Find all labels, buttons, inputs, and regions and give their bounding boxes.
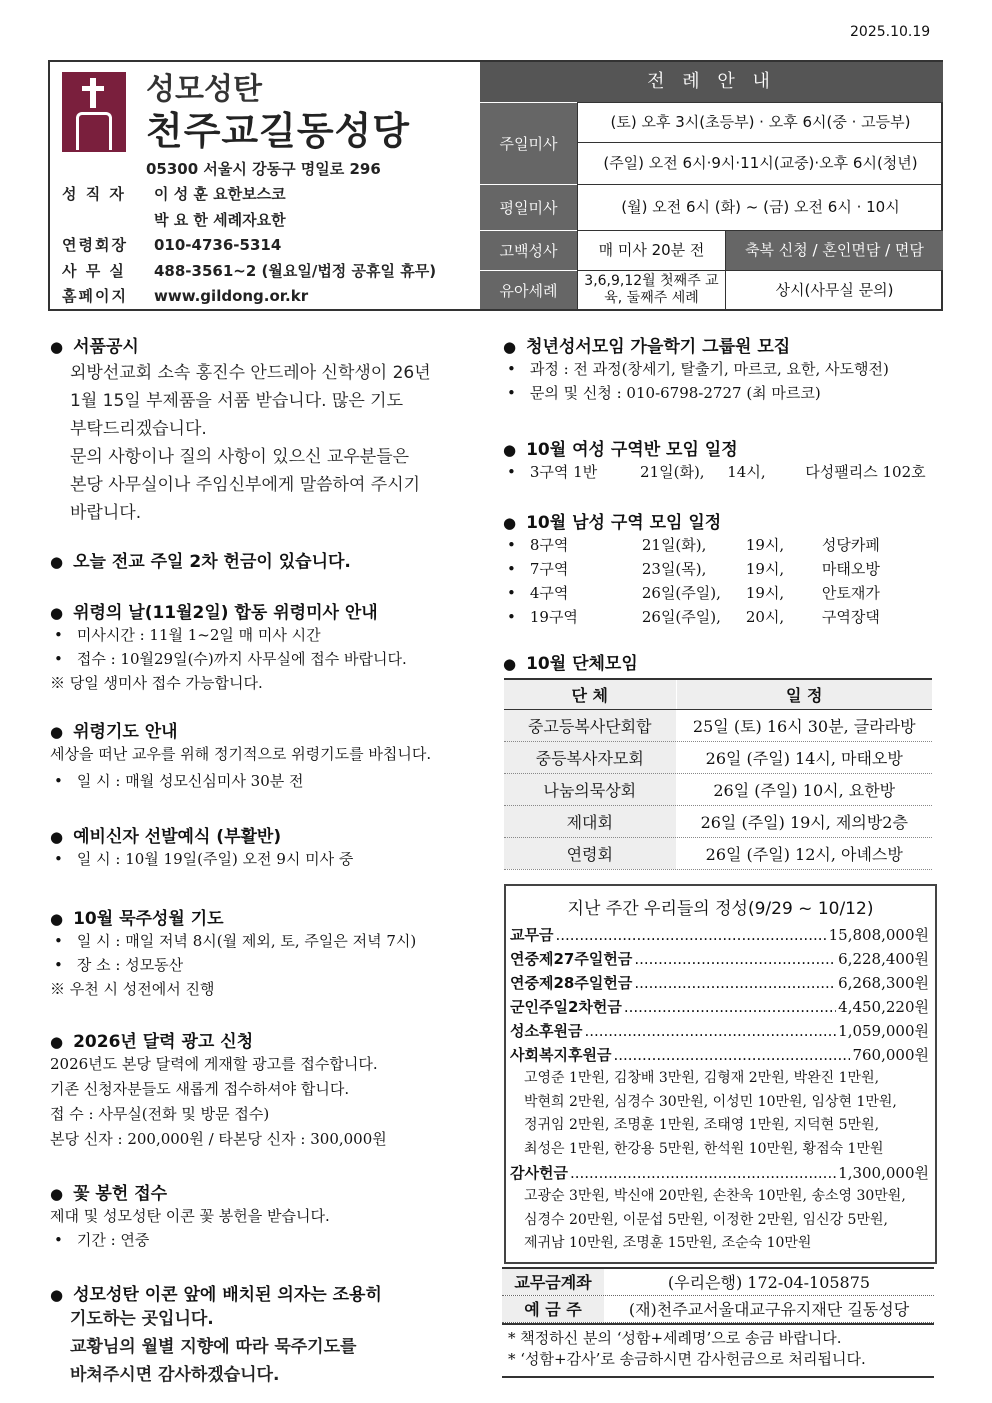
header-box bbox=[48, 60, 943, 311]
dot-leader bbox=[634, 947, 836, 971]
schedule-cell: • 7구역 bbox=[529, 560, 569, 578]
catechumen-rite bbox=[50, 822, 490, 871]
schedule-cell: 19시, bbox=[745, 536, 785, 554]
group-name: 중고등복사단회합 bbox=[504, 709, 676, 741]
donor-list: 최성은 1만원, 한강용 5만원, 한석원 10만원, 황점숙 1만원 bbox=[524, 1140, 884, 1157]
info-label: 사 무 실 bbox=[62, 261, 126, 280]
info-value: 488-3561~2 (월요일/법정 공휴일 휴무) bbox=[154, 261, 437, 280]
info-row bbox=[62, 259, 436, 285]
church-subtitle: 성모성탄 bbox=[146, 72, 262, 107]
dot-leader bbox=[634, 971, 836, 995]
offering-amount: 4,450,220원 bbox=[838, 998, 929, 1016]
women-district-schedule bbox=[503, 435, 943, 484]
schedule-cell: 26일(주일), bbox=[641, 608, 721, 626]
info-label: 연령회장 bbox=[62, 236, 128, 254]
men-district-schedule bbox=[503, 508, 943, 629]
offering-amount: 1,300,000원 bbox=[838, 1164, 929, 1182]
prayer-for-dead bbox=[50, 717, 490, 793]
note: * ‘성함+감사’로 송금하시면 감사헌금으로 처리됩니다. bbox=[508, 1350, 866, 1368]
dot-leader bbox=[570, 1161, 836, 1185]
group-name: 나눔의묵상회 bbox=[504, 773, 676, 805]
text: 부탁드리겠습니다. bbox=[70, 419, 207, 439]
baptism-note: 상시(사무실 문의) bbox=[725, 270, 943, 309]
table-row bbox=[504, 741, 932, 773]
section-title: ● 10월 단체모임 bbox=[503, 649, 638, 674]
dot-leader bbox=[555, 923, 826, 947]
info-value: 010-4736-5314 bbox=[154, 236, 282, 254]
weekday-mass: (월) 오전 6시 (화) ~ (금) 오전 6시 · 10시 bbox=[577, 184, 943, 230]
sunday-mass-sat: (토) 오후 3시(초등부) · 오후 6시(중 · 고등부) bbox=[577, 102, 943, 142]
group-name: 제대회 bbox=[504, 805, 676, 837]
column-header: 일 정 bbox=[676, 679, 932, 709]
info-value: 이 성 훈 요한보스코 bbox=[154, 185, 286, 203]
flower-offering bbox=[50, 1179, 490, 1252]
schedule-row bbox=[503, 460, 943, 484]
donor-list: 정귀임 2만원, 조명훈 1만원, 조태영 1만원, 지덕현 5만원, bbox=[524, 1117, 880, 1133]
schedule-cell: 마태오방 bbox=[821, 560, 880, 578]
text: 본당 사무실이나 주임신부에게 말씀하여 주시기 bbox=[70, 475, 421, 495]
contact-info bbox=[62, 182, 436, 310]
rosary-month bbox=[50, 904, 490, 1001]
donor-list: 심경수 20만원, 이문섭 5만원, 이정한 2만원, 임신강 5만원, bbox=[524, 1211, 888, 1228]
address: 05300 서울시 강동구 명일로 296 bbox=[146, 160, 381, 178]
info-row bbox=[62, 233, 436, 259]
account-number: (우리은행) 172-04-105875 bbox=[667, 1273, 871, 1292]
list-item: • 장 소 : 성모동산 bbox=[50, 953, 490, 977]
mission-sunday-notice bbox=[50, 547, 351, 572]
schedule-cell: 14시, bbox=[727, 463, 766, 481]
list-item: • 일 시 : 10월 19일(주일) 오전 9시 미사 중 bbox=[50, 847, 490, 871]
bulletin-date: 2025.10.19 bbox=[850, 24, 931, 40]
offering-item bbox=[506, 1043, 935, 1067]
dot-leader bbox=[613, 1043, 850, 1067]
section-title: ● 성모성탄 이콘 앞에 배치된 의자는 조용히 bbox=[50, 1280, 490, 1305]
text: 기도하는 곳입니다. bbox=[70, 1309, 214, 1329]
offering-name: 감사헌금 bbox=[510, 1164, 568, 1182]
list-item: • 일 시 : 매월 성모신심미사 30분 전 bbox=[50, 769, 490, 793]
schedule-cell: 성당카페 bbox=[821, 536, 880, 554]
info-row bbox=[62, 208, 436, 234]
text: 바쳐주시면 감사하겠습니다. bbox=[70, 1365, 280, 1385]
section-title: ● 10월 남성 구역 모임 일정 bbox=[503, 508, 943, 533]
section-title: ● 예비신자 선발예식 (부활반) bbox=[50, 822, 490, 847]
group-name: 중등복사자모회 bbox=[504, 741, 676, 773]
sunday-mass-label: 주일미사 bbox=[480, 102, 577, 184]
donor-list: 제귀남 10만원, 조명훈 15만원, 조순숙 10만원 bbox=[524, 1235, 812, 1251]
text: 바랍니다. bbox=[70, 503, 142, 523]
schedule-cell: 구역장댁 bbox=[821, 608, 880, 626]
confession-label: 고백성사 bbox=[480, 230, 577, 270]
icon-chairs-notice bbox=[50, 1280, 490, 1389]
info-row bbox=[62, 182, 436, 208]
section-title: ● 10월 여성 구역반 모임 일정 bbox=[503, 435, 943, 460]
liturgy-title: 전 례 안 내 bbox=[480, 62, 943, 102]
text: 2026년도 본당 달력에 게재할 광고를 접수합니다. bbox=[50, 1055, 378, 1073]
offering-title: 지난 주간 우리들의 정성(9/29 ~ 10/12) bbox=[567, 899, 874, 919]
offering-item bbox=[506, 1161, 935, 1185]
meeting-schedule: 26일 (주일) 14시, 마태오방 bbox=[676, 741, 932, 773]
offering-box bbox=[504, 884, 937, 1264]
account-label: 교무금계좌 bbox=[502, 1269, 604, 1295]
text: 세상을 떠난 교우를 위해 정기적으로 위령기도를 바칩니다. bbox=[50, 745, 432, 763]
note: ※ 당일 생미사 접수 가능합니다. bbox=[50, 674, 263, 692]
offering-amount: 760,000원 bbox=[852, 1046, 929, 1064]
info-value: 박 요 한 세례자요한 bbox=[154, 210, 286, 229]
list-item: • 미사시간 : 11월 1~2일 매 미사 시간 bbox=[50, 623, 490, 647]
schedule-cell: 26일(주일), bbox=[641, 584, 721, 602]
dot-leader bbox=[624, 995, 836, 1019]
church-title: 천주교길동성당 bbox=[146, 109, 410, 153]
offering-amount: 1,059,000원 bbox=[838, 1022, 929, 1040]
meeting-schedule: 26일 (주일) 10시, 요한방 bbox=[676, 773, 932, 805]
offering-name: 교무금 bbox=[510, 926, 554, 944]
text: 제대 및 성모성탄 이콘 꽃 봉헌을 받습니다. bbox=[50, 1207, 330, 1225]
column-header: 단 체 bbox=[504, 679, 676, 709]
text: 문의 사항이나 질의 사항이 있으신 교우분들은 bbox=[70, 447, 410, 467]
account-info bbox=[502, 1267, 934, 1323]
info-row bbox=[62, 284, 436, 310]
schedule-cell: 21일(화), bbox=[640, 463, 705, 481]
remittance-notes bbox=[502, 1323, 934, 1378]
section-title: ● 오늘 전교 주일 2차 헌금이 있습니다. bbox=[50, 547, 351, 572]
schedule-cell: 다성팰리스 102호 bbox=[805, 463, 926, 481]
table-row bbox=[504, 805, 932, 837]
table-row bbox=[504, 709, 932, 741]
schedule-row bbox=[503, 557, 943, 581]
schedule-row bbox=[503, 533, 943, 557]
baptism-schedule: 3,6,9,12월 첫째주 교육, 둘째주 세례 bbox=[577, 270, 725, 309]
text: 외방선교회 소속 홍진수 안드레아 신학생이 26년 bbox=[70, 363, 431, 383]
text: 접 수 : 사무실(전화 및 방문 접수) bbox=[50, 1105, 270, 1123]
schedule-cell: 21일(화), bbox=[641, 536, 707, 554]
offering-item bbox=[506, 947, 935, 971]
schedule-cell: 19시, bbox=[745, 560, 785, 578]
list-item: • 문의 및 신청 : 010-6798-2727 (최 마르코) bbox=[503, 381, 943, 405]
text: 본당 신자 : 200,000원 / 타본당 신자 : 300,000원 bbox=[50, 1130, 387, 1148]
list-item: • 과정 : 전 과정(창세기, 탈출기, 마르코, 요한, 사도행전) bbox=[503, 357, 943, 381]
offering-amount: 6,268,300원 bbox=[838, 974, 929, 992]
schedule-cell: • 3구역 1반 bbox=[529, 463, 598, 481]
section-title: ● 위령의 날(11월2일) 합동 위령미사 안내 bbox=[50, 598, 490, 623]
section-title: ● 꽃 봉헌 접수 bbox=[50, 1179, 490, 1204]
note: * 책정하신 분의 ‘성함+세례명’으로 송금 바랍니다. bbox=[508, 1329, 842, 1347]
list-item: • 일 시 : 매일 저녁 8시(월 제외, 토, 주일은 저녁 7시) bbox=[50, 929, 490, 953]
text: 기존 신청자분들도 새롭게 접수하셔야 합니다. bbox=[50, 1080, 350, 1098]
sunday-mass-sun: (주일) 오전 6시·9시·11시(교중)·오후 6시(청년) bbox=[577, 142, 943, 184]
schedule-cell: 23일(목), bbox=[641, 560, 707, 578]
info-label: 성 직 자 bbox=[62, 185, 126, 203]
calendar-ad bbox=[50, 1027, 490, 1152]
offering-name: 군인주일2차헌금 bbox=[510, 998, 622, 1016]
meeting-schedule: 26일 (주일) 12시, 아녜스방 bbox=[676, 837, 932, 869]
list-item: • 접수 : 10월29일(수)까지 사무실에 접수 바랍니다. bbox=[50, 647, 490, 671]
offering-item bbox=[506, 971, 935, 995]
church-logo bbox=[62, 72, 126, 152]
offering-item bbox=[506, 923, 935, 947]
group-meetings bbox=[503, 649, 638, 674]
section-title: ● 위령기도 안내 bbox=[50, 717, 490, 742]
weekday-mass-label: 평일미사 bbox=[480, 184, 577, 230]
group-name: 연령회 bbox=[504, 837, 676, 869]
group-meetings-table bbox=[504, 678, 932, 870]
info-label: 홈페이지 bbox=[62, 287, 128, 305]
schedule-cell: • 8구역 bbox=[529, 536, 569, 554]
meeting-schedule: 26일 (주일) 19시, 제의방2층 bbox=[676, 805, 932, 837]
schedule-cell: • 19구역 bbox=[529, 608, 578, 626]
schedule-row bbox=[503, 605, 943, 629]
confession-time: 매 미사 20분 전 bbox=[577, 230, 725, 270]
all-souls-mass bbox=[50, 598, 490, 695]
meeting-schedule: 25일 (토) 16시 30분, 글라라방 bbox=[676, 709, 932, 741]
dot-leader bbox=[584, 1019, 836, 1043]
schedule-cell: 19시, bbox=[745, 584, 785, 602]
blessing-request: 축복 신청 / 혼인면담 / 면담 bbox=[725, 230, 943, 270]
table-row bbox=[504, 837, 932, 869]
schedule-cell: 안토재가 bbox=[821, 584, 880, 602]
holder-label: 예 금 주 bbox=[502, 1296, 604, 1322]
info-value: www.gildong.or.kr bbox=[154, 287, 309, 305]
table-row bbox=[504, 773, 932, 805]
offering-name: 연중제27주일헌금 bbox=[510, 950, 633, 968]
section-title: ● 서품공시 bbox=[50, 332, 480, 357]
donor-list: 고영준 1만원, 김창배 3만원, 김형재 2만원, 박완진 1만원, bbox=[524, 1070, 880, 1086]
text: 교황님의 월별 지향에 따라 묵주기도를 bbox=[70, 1337, 357, 1357]
donor-list: 고광순 3만원, 박신애 20만원, 손찬욱 10만원, 송소영 30만원, bbox=[524, 1188, 906, 1204]
text: 1월 15일 부제품을 서품 받습니다. 많은 기도 bbox=[70, 391, 404, 411]
schedule-cell: 20시, bbox=[745, 608, 785, 626]
section-title: ● 10월 묵주성월 기도 bbox=[50, 904, 490, 929]
offering-amount: 6,228,400원 bbox=[838, 950, 929, 968]
offering-name: 연중제28주일헌금 bbox=[510, 974, 633, 992]
baptism-label: 유아세례 bbox=[480, 270, 577, 309]
ordination-notice bbox=[50, 332, 480, 527]
note: ※ 우천 시 성전에서 진행 bbox=[50, 980, 215, 998]
offering-item bbox=[506, 1019, 935, 1043]
offering-name: 사회복지후원금 bbox=[510, 1046, 612, 1064]
list-item: • 기간 : 연중 bbox=[50, 1228, 490, 1252]
offering-name: 성소후원금 bbox=[510, 1022, 583, 1040]
account-holder: (재)천주교서울대교구유지재단 길동성당 bbox=[628, 1300, 910, 1319]
schedule-cell: • 4구역 bbox=[529, 584, 569, 602]
youth-bible-group bbox=[503, 332, 943, 405]
section-title: ● 청년성서모임 가을학기 그룹원 모집 bbox=[503, 332, 943, 357]
offering-item bbox=[506, 995, 935, 1019]
liturgy-table bbox=[480, 62, 943, 309]
donor-list: 박현희 2만원, 심경수 30만원, 이성민 10만원, 임상현 1만원, bbox=[524, 1093, 897, 1110]
offering-amount: 15,808,000원 bbox=[828, 926, 929, 944]
section-title: ● 2026년 달력 광고 신청 bbox=[50, 1027, 490, 1052]
schedule-row bbox=[503, 581, 943, 605]
